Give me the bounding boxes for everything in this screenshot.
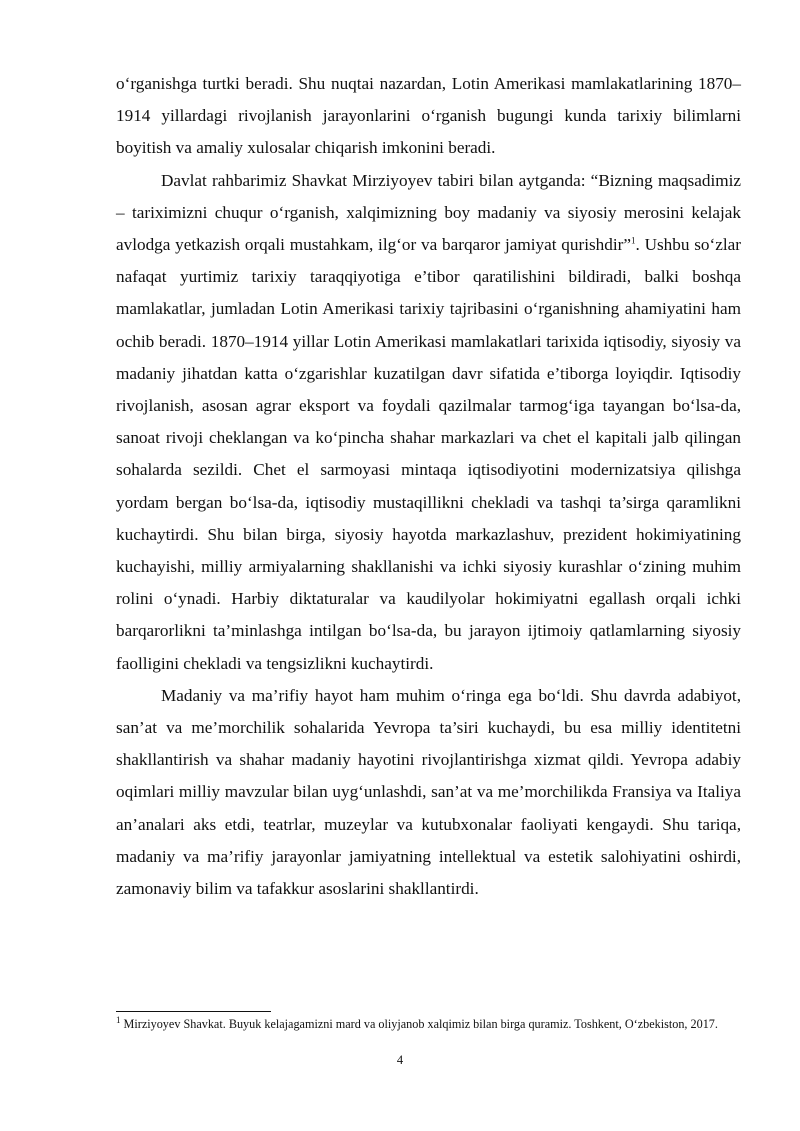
paragraph-3: Madaniy va ma’rifiy hayot ham muhim o‘ringa ega bo‘ldi. Shu davrda adabiyot, san’at va me’morchilik sohalarida Yevropa ta’siri kuchaydi, bu esa milliy identitetni shakllantirish va shahar madaniy hayotini rivojlantirishga xizmat qildi. Yevropa adabiy oqimlari milliy mavzular bilan uyg‘unlashdi, san’at va me’morchilikda Fransiya va Italiya an’analari aks etdi, teatrlar, muzeylar va kutubxonalar faoliyati kengaydi. Shu tariqa, madaniy va ma’rifiy jarayonlar jamiyatning intellektual va estetik salohiyatini oshirdi, zamonaviy bilim va tafakkur asoslarini shakllantirdi. [116, 685, 741, 899]
footnote-reference[interactable]: 1 [631, 235, 636, 246]
footnote [116, 1016, 736, 1033]
document-body [116, 68, 741, 905]
footnote-number: 1 [116, 1014, 121, 1025]
footnote-text: Mirziyoyev Shavkat. Buyuk kelajagamizni mard va oliyjanob xalqimiz bilan birga quramiz. Toshkent, O‘zbekiston, 2017. [123, 1017, 718, 1031]
paragraph-2-text-end: . Ushbu so‘zlar nafaqat yurtimiz tarixiy taraqqiyotiga e’tibor qaratilishini bildiradi, balki boshqa mamlakatlar, jumladan Lotin Amerikasi tarixiy tajribasini o‘rganishning ahamiyatini ham ochib beradi. 1870–1914 yillar Lotin Amerikasi mamlakatlari tarixida iqtisodiy, siyosiy va madaniy jihatdan katta o‘zgarishlar kuzatilgan davr sifatida e’tiborga loyiqdir. Iqtisodiy rivojlanish, asosan agrar eksport va foydali qazilmalar tarmog‘iga tayangan bo‘lsa-da, sanoat rivoji cheklangan va ko‘pincha shahar markazlari va chet el kapitali jalb qilingan sohalarda sezildi. Chet el sarmoyasi mintaqa iqtisodiyotini modernizatsiya qilishga yordam bergan bo‘lsa-da, iqtisodiy mustaqillikni chekladi va tashqi ta’sirga qaramlikni kuchaytirdi. Shu bilan birga, siyosiy hayotda markazlashuv, prezident hokimiyatining kuchayishi, milliy armiyalarning shakllanishi va ichki siyosiy kurashlar o‘zining muhim rolini o‘ynadi. Harbiy diktaturalar va kaudilyolar hokimiyatni egallash orqali ichki barqarorlikni ta’minlashga intilgan bo‘lsa-da, bu jarayon ijtimoiy qatlamlarning siyosiy faolligini chekladi va tengsizlikni kuchaytirdi. [116, 235, 741, 673]
footnote-separator [116, 1011, 271, 1012]
page-number: 4 [396, 1053, 404, 1067]
paragraph-2-text-start: Davlat rahbarimiz Shavkat Mirziyoyev tabiri bilan aytganda: “Bizning maqsadimiz – tariximizni chuqur o‘rganish, xalqimizning boy madaniy va siyosiy merosini kelajak avlodga yetkazish orqali mustahkam, ilg‘or va barqaror jamiyat qurishdir” [116, 170, 741, 255]
paragraph-1: o‘rganishga turtki beradi. Shu nuqtai nazardan, Lotin Amerikasi mamlakatlarining 1870–1914 yillardagi rivojlanish jarayonlarini o‘rganish bugungi kunda tarixiy bilimlarni boyitish va amaliy xulosalar chiqarish imkonini beradi. [116, 74, 741, 158]
paragraph-2 [116, 165, 741, 680]
